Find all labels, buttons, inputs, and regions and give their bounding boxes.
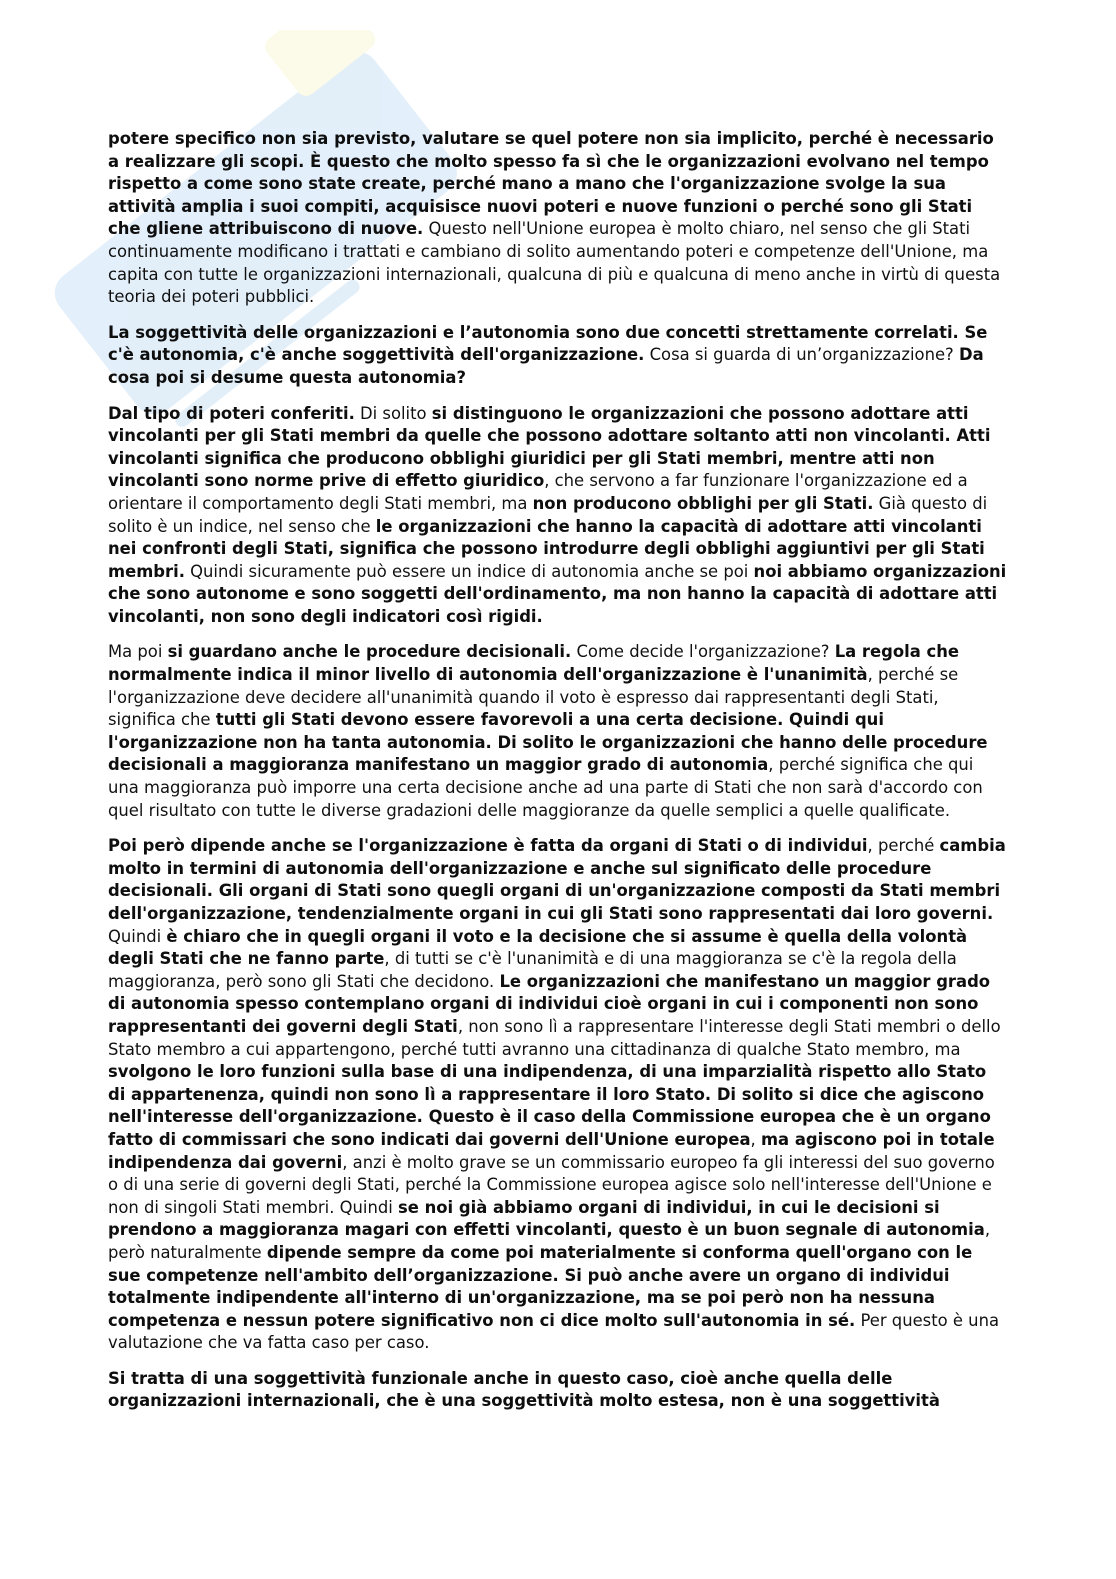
paragraph [108, 835, 1008, 1355]
text-segment: Come decide l'organizzazione? [571, 642, 835, 662]
bold-text-segment: cambia molto in termini di autonomia dell'organizzazione e anche sul significato delle procedure decisionali. Gli organi di Stati sono quegli organi di un'organizzazione composti da Stati membri dell'organizzazione, tendenzialmente organi in cui gli Stati sono rappresentati dai loro governi. [108, 836, 1006, 923]
paragraph [108, 1368, 1008, 1413]
text-segment: , anzi è molto grave se un commissario europeo fa gli interessi del suo governo o di una serie di governi degli Stati, perché la Commissione europea agisce solo nell'interesse dell'Unione e non di singoli Stati membri. Quindi [108, 1152, 995, 1217]
text-segment: , che servono a far funzionare l'organizzazione ed a orientare il comportamento degli Stati membri, ma [108, 471, 968, 513]
bold-text-segment: si distinguono le organizzazioni che possono adottare atti vincolanti per gli Stati membri da quelle che possono adottare soltanto atti non vincolanti. Atti vincolanti significa che producono obblighi giuridici per gli Stati membri, mentre atti non vincolanti sono norme prive di effetto giuridico [108, 403, 991, 491]
bold-text-segment: Si tratta di una soggettività funzionale anche in questo caso, cioè anche quella delle organizzazioni internazionali, che è una soggettività molto estesa, non è una soggettività [108, 1368, 940, 1411]
bold-text-segment: non producono obblighi per gli Stati. [532, 493, 874, 513]
text-segment: Di solito [354, 403, 432, 423]
bold-text-segment: dipende sempre da come poi materialmente si conforma quell'organo con le sue competenze nell'ambito dell’organizzazione. Si può anche avere un organo di individui totalmente indipendente all'interno di un'organizzazione, ma se poi però non ha nessuna competenza e nessun potere significativo non ci dice molto sull'autonomia in sé. [108, 1242, 973, 1330]
text-segment: Ma poi [108, 642, 168, 662]
text-segment: , perché [867, 836, 940, 856]
bold-text-segment: è chiaro che in quegli organi il voto e la decisione che si assume è quella della volontà degli Stati che ne fanno parte [108, 926, 968, 969]
bold-text-segment: Da cosa poi si desume questa autonomia? [108, 345, 984, 387]
paragraph [108, 322, 1008, 390]
bold-text-segment: Le organizzazioni che manifestano un maggior grado di autonomia spesso contemplano organi di individui cioè organi in cui i componenti non sono rappresentanti dei governi degli Stati [108, 971, 991, 1036]
bold-text-segment: La regola che normalmente indica il minor livello di autonomia dell'organizzazione è l'unanimità [108, 642, 960, 685]
bold-text-segment: se noi già abbiamo organi di individui, in cui le decisioni si prendono a maggioranza magari con effetti vincolanti, questo è un buon segnale di autonomia [108, 1197, 985, 1240]
bold-text-segment: le organizzazioni che hanno la capacità di adottare atti vincolanti nei confronti degli Stati, significa che possono introdurre degli obblighi aggiuntivi per gli Stati membri. [108, 516, 985, 581]
text-segment: Quindi sicuramente può essere un indice di autonomia anche se poi [184, 561, 754, 581]
text-segment: Questo nell'Unione europea è molto chiaro, nel senso che gli Stati continuamente modificano i trattati e cambiano di solito aumentando poteri e competenze dell'Unione, ma capita con tutte le organizzazioni internazionali, qualcuna di più e qualcuna di meno anche in virtù di questa teoria dei poteri pubblici. [108, 219, 1001, 307]
bold-text-segment: potere specifico non sia previsto, valutare se quel potere non sia implicito, perché è necessario a realizzare gli scopi. È questo che molto spesso fa sì che le organizzazioni evolvano nel tempo rispetto a come sono state create, perché mano a mano che l'organizzazione svolge la sua attività amplia i suoi compiti, acquisisce nuovi poteri e nuove funzioni o perché sono gli Stati che gliene attribuiscono di nuove. [108, 129, 994, 239]
bold-text-segment: ma agiscono poi in totale indipendenza dai governi [108, 1129, 995, 1172]
bold-text-segment: Dal tipo di poteri conferiti. [108, 403, 355, 423]
text-segment: , di tutti se c'è l'unanimità e di una maggioranza se c'è la regola della maggioranza, però sono gli Stati che decidono. [108, 949, 957, 991]
bold-text-segment: si guardano anche le procedure decisionali. [167, 642, 572, 662]
paragraph [108, 641, 1008, 822]
text-segment: , non sono lì a rappresentare l'interesse degli Stati membri o dello Stato membro a cui appartengono, perché tutti avranno una cittadinanza di qualche Stato membro, ma [108, 1016, 1001, 1059]
text-segment: , perché significa che qui una maggioranza può imporre una certa decisione anche ad una parte di Stati che non sarà d'accordo con quel risultato con tutte le diverse gradazioni delle maggioranze da quelle semplici a quelle qualificate. [108, 755, 983, 820]
bold-text-segment: svolgono le loro funzioni sulla base di una indipendenza, di una imparzialità rispetto allo Stato di appartenenza, quindi non sono lì a rappresentare il loro Stato. Di solito si dice che agiscono nell'interesse dell'organizzazione. Questo è il caso della Commissione europea che è un organo fatto di commissari che sono indicati dai governi dell'Unione europea [108, 1062, 991, 1149]
document-body [108, 128, 1008, 1426]
bold-text-segment: tutti gli Stati devono essere favorevoli a una certa decisione. Quindi qui l'organizzazione non ha tanta autonomia. Di solito le organizzazioni che hanno delle procedure decisionali a maggioranza manifestano un maggior grado di autonomia [108, 710, 988, 775]
bold-text-segment: La soggettività delle organizzazioni e l’autonomia sono due concetti strettamente correlati. Se c'è autonomia, c'è anche soggettività dell'organizzazione. [108, 322, 988, 365]
bold-text-segment: Poi però dipende anche se l'organizzazione è fatta da organi di Stati o di individui [108, 836, 868, 856]
paragraph [108, 128, 1008, 309]
paragraph [108, 403, 1008, 629]
text-segment: Cosa si guarda di un’organizzazione? [644, 345, 959, 365]
text-segment: , però naturalmente [108, 1220, 991, 1262]
bold-text-segment: noi abbiamo organizzazioni che sono autonome e sono soggetti dell'ordinamento, ma non hanno la capacità di adottare atti vincolanti, non sono degli indicatori così rigidi. [108, 561, 1007, 626]
text-segment: Per questo è una valutazione che va fatta caso per caso. [108, 1310, 1000, 1353]
text-segment: , perché se l'organizzazione deve decidere all'unanimità quando il voto è espresso dai rappresentanti degli Stati, significa che [108, 665, 959, 730]
text-segment: Quindi [108, 926, 167, 946]
text-segment: , [750, 1129, 761, 1149]
text-segment: Già questo di solito è un indice, nel senso che [108, 493, 988, 536]
